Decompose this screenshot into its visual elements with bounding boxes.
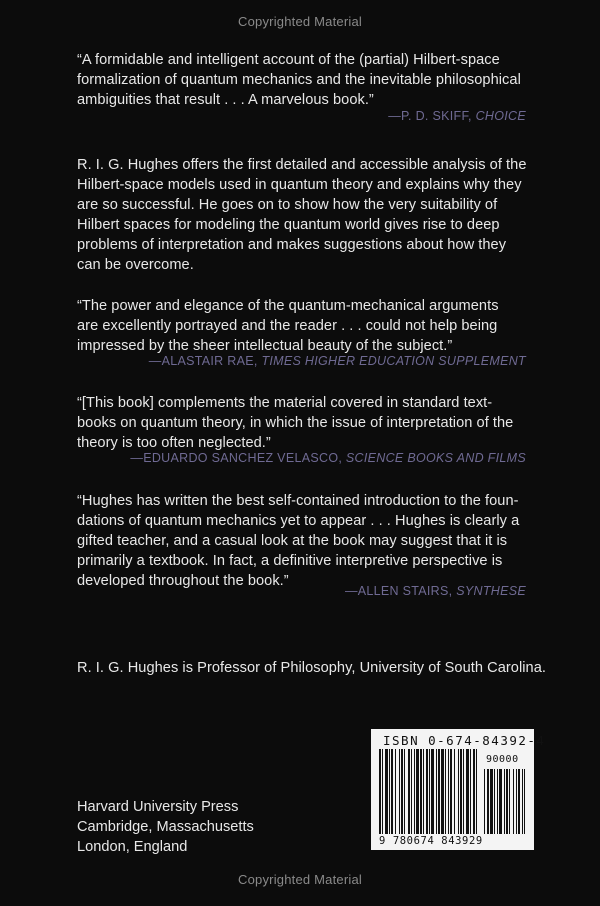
attribution-source: SYNTHESE [456,584,526,598]
isbn-barcode [371,729,546,850]
quote-line: books on quantum theory, in which the issue of interpretation of the [77,415,514,431]
description-line: are so successful. He goes on to show how the very suitability of [77,197,498,213]
price-code: 90000 [486,754,519,765]
quote-line: theory is too often neglected.” [77,435,271,451]
attribution-name: —ALASTAIR RAE, [148,354,258,368]
review-quote-2 [77,296,537,356]
review-quote-1 [77,50,537,110]
attribution-name: —ALLEN STAIRS, [344,584,453,598]
quote-line: “The power and elegance of the quantum-mechanical arguments [77,298,499,314]
ean-number: 9 780674 843929 [379,835,483,847]
quote-line: primarily a textbook. In fact, a definitive interpretive perspective is [77,553,503,569]
attribution-name: —P. D. SKIFF, [388,109,472,123]
publisher-line: Harvard University Press [77,799,239,815]
description-line: R. I. G. Hughes offers the first detailed and accessible analysis of the [77,157,527,173]
quote-line: ambiguities that result . . . A marvelous book.” [77,92,374,108]
review-quote-4 [77,491,537,591]
quote-line: “[This book] complements the material covered in standard text- [77,395,493,411]
publisher-address [77,797,254,857]
attribution-source: CHOICE [475,109,526,123]
quote-line: developed throughout the book.” [77,573,289,589]
attribution-source: SCIENCE BOOKS AND FILMS [345,451,526,465]
quote-line: “Hughes has written the best self-contained introduction to the foun- [77,493,519,509]
quote-line: formalization of quantum mechanics and the inevitable philosophical [77,72,521,88]
description-line: Hilbert spaces for modeling the quantum world gives rise to deep [77,217,500,233]
isbn-number: ISBN 0-674-84392-4 [383,733,546,748]
quote-line: gifted teacher, and a casual look at the book may suggest that it is [77,533,508,549]
attribution-name: —EDUARDO SANCHEZ VELASCO, [130,451,343,465]
quote-line: are excellently portrayed and the reader . . . could not help being [77,318,498,334]
publisher-line: Cambridge, Massachusetts [77,819,254,835]
book-description [77,155,537,275]
author-bio: R. I. G. Hughes is Professor of Philosophy, University of South Carolina. [77,660,546,676]
description-line: problems of interpretation and makes suggestions about how they [77,237,507,253]
publisher-line: London, England [77,839,188,855]
review-quote-3 [77,393,537,453]
quote-line: dations of quantum mechanics yet to appear . . . Hughes is clearly a [77,513,520,529]
watermark-bottom: Copyrighted Material [238,872,362,887]
quote-line: “A formidable and intelligent account of the (partial) Hilbert-space [77,52,500,68]
description-line: can be overcome. [77,257,194,273]
watermark-top: Copyrighted Material [238,14,362,29]
quote-attribution-3 [130,451,526,465]
quote-attribution-2 [149,354,526,368]
description-line: Hilbert-space models used in quantum theory and explains why they [77,177,522,193]
quote-line: impressed by the sheer intellectual beauty of the subject.” [77,338,453,354]
quote-attribution-4 [345,584,526,598]
attribution-source: TIMES HIGHER EDUCATION SUPPLEMENT [261,354,526,368]
quote-attribution-1 [388,109,526,123]
